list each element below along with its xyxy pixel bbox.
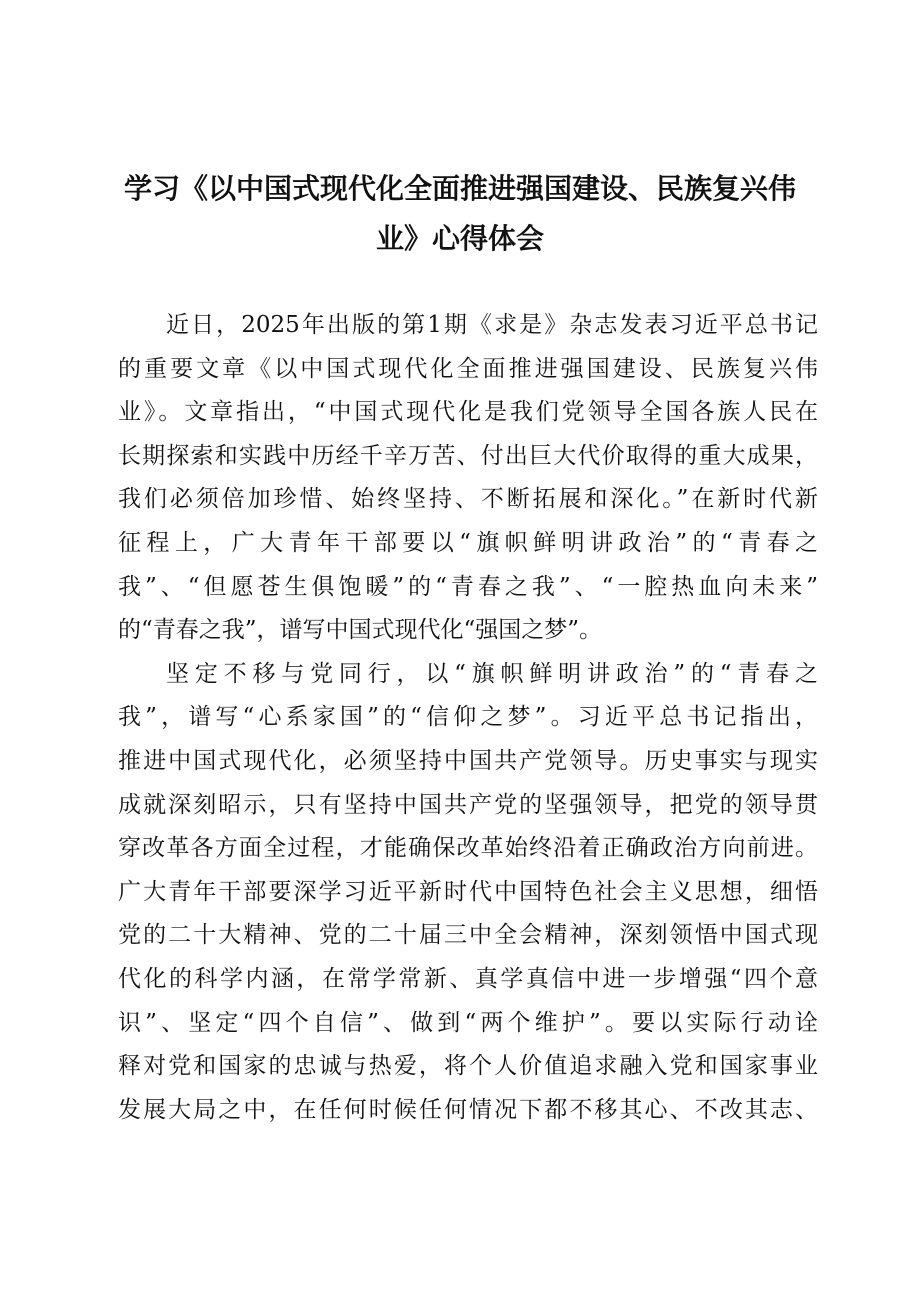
text-line: 长期探索和实践中历经千辛万苦、付出巨大代价取得的重大成果， — [118, 442, 818, 469]
text-line: 我”，谱写“心系家国”的“信仰之梦”。习近平总书记指出， — [118, 704, 818, 731]
title-line-2: 业》心得体会 — [375, 222, 544, 255]
text-line: 穿改革各方面全过程，才能确保改革始终沿着正确政治方向前进。 — [118, 835, 818, 862]
text-line: 党的二十大精神、党的二十届三中全会精神，深刻领悟中国式现 — [118, 922, 818, 949]
text-line: 发展大局之中，在任何时候任何情况下都不移其心、不改其志、 — [118, 1096, 818, 1123]
text-line: 代化的科学内涵，在常学常新、真学真信中进一步增强“四个意 — [118, 965, 818, 992]
paragraph-2 — [118, 653, 818, 1133]
text-line: 广大青年干部要深学习近平新时代中国特色社会主义思想，细悟 — [118, 878, 818, 905]
text-line: 征程上，广大青年干部要以“旗帜鲜明讲政治”的“青春之 — [118, 529, 818, 556]
text-line: 坚定不移与党同行，以“旗帜鲜明讲政治”的“青春之 — [166, 660, 818, 687]
text-line: 的重要文章《以中国式现代化全面推进强国建设、民族复兴伟 — [118, 355, 818, 382]
title-line-1: 学习《以中国式现代化全面推进强国建设、民族复兴伟 — [123, 172, 796, 205]
text-line: 释对党和国家的忠诚与热爱，将个人价值追求融入党和国家事业 — [118, 1053, 818, 1080]
text-line: 成就深刻昭示，只有坚持中国共产党的坚强领导，把党的领导贯 — [118, 791, 818, 818]
document-title — [100, 164, 820, 264]
paragraph-1 — [118, 304, 818, 653]
text-line: 我们必须倍加珍惜、始终坚持、不断拓展和深化。”在新时代新 — [118, 486, 818, 513]
text-line: 推进中国式现代化，必须坚持中国共产党领导。历史事实与现实 — [118, 747, 818, 774]
text-line: 近日，2025年出版的第1期《求是》杂志发表习近平总书记 — [166, 312, 818, 338]
text-line: 识”、坚定“四个自信”、做到“两个维护”。要以实际行动诠 — [118, 1009, 818, 1036]
text-line: 的“青春之我”，谱写中国式现代化“强国之梦”。 — [118, 617, 603, 644]
document-body — [118, 304, 818, 1132]
text-line: 我”、“但愿苍生俱饱暖”的“青春之我”、“一腔热血向未来” — [118, 573, 818, 600]
text-line: 业》。文章指出，“中国式现代化是我们党领导全国各族人民在 — [118, 399, 818, 426]
